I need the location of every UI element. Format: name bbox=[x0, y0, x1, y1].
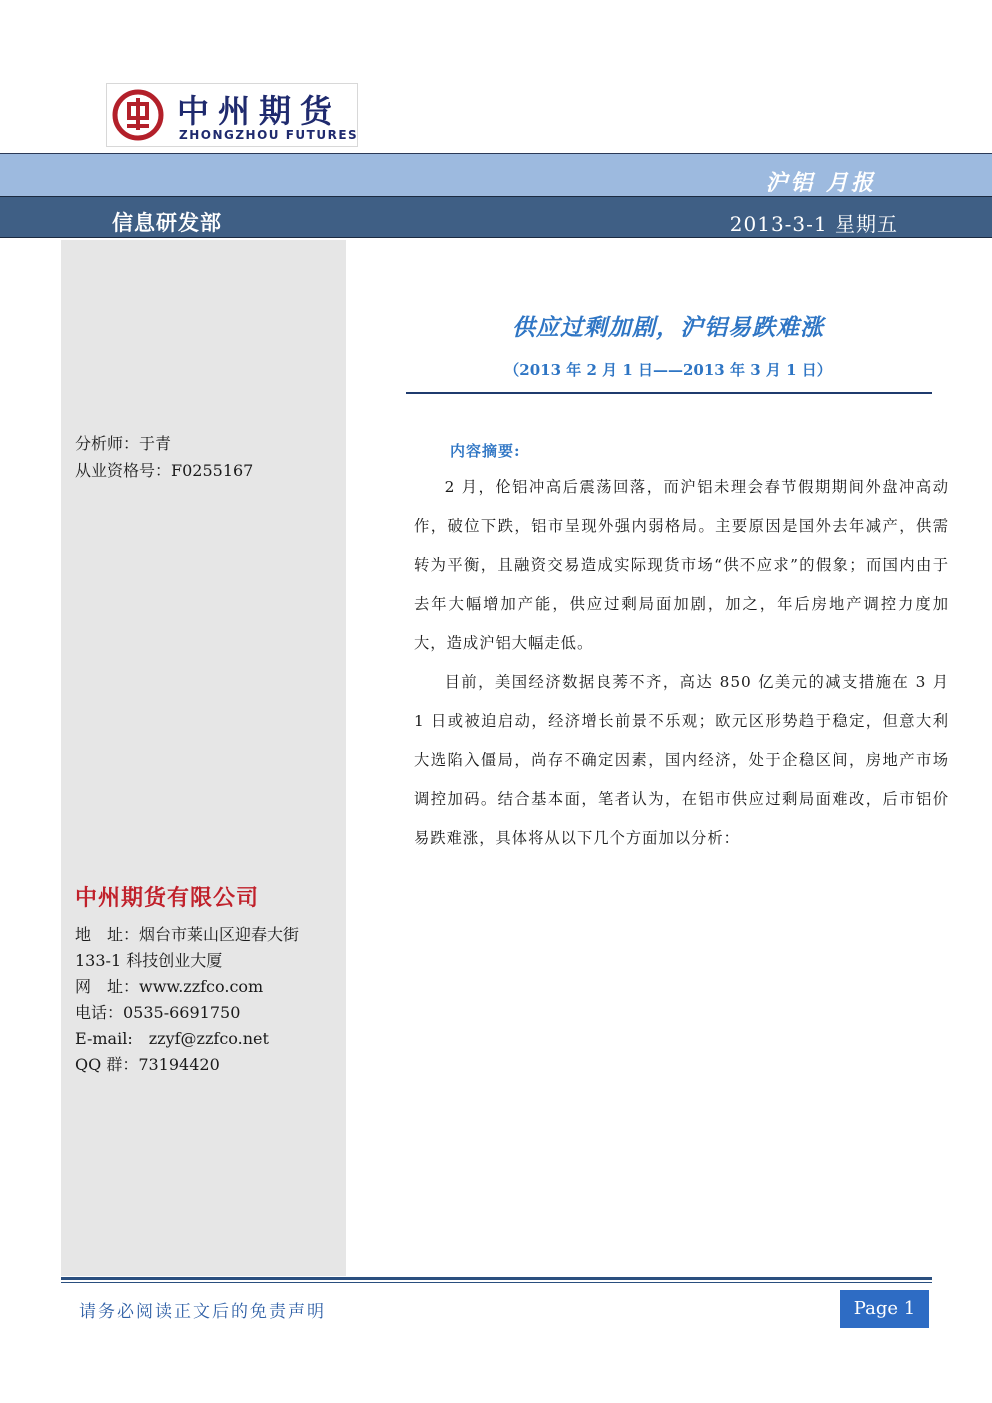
contact-website: 网 址：www.zzfco.com bbox=[75, 977, 264, 996]
analyst-info bbox=[75, 430, 253, 484]
summary-paragraph: 2 月，伦铝冲高后震荡回落，而沪铝未理会春节假期期间外盘冲高动作，破位下跌，铝市呈现外强内弱格局。主要原因是国外去年减产，供需转为平衡，且融资交易造成实际现货市场“供不应求”的假象；而国内由于去年大幅增加产能，供应过剩局面加剧，加之，年后房地产调控力度加大，造成沪铝大幅走低。 bbox=[414, 478, 949, 652]
article-title: 供应过剩加剧，沪铝易跌难涨 bbox=[512, 314, 824, 341]
title-divider bbox=[406, 392, 932, 394]
analyst-name: 分析师：于青 bbox=[75, 434, 172, 453]
footer-divider bbox=[61, 1277, 932, 1280]
contact-address-line2: 133-1 科技创业大厦 bbox=[75, 951, 223, 970]
contact-qq-group: QQ 群：73194420 bbox=[75, 1055, 220, 1074]
footer-divider-thin bbox=[61, 1282, 932, 1283]
summary-heading: 内容摘要: bbox=[450, 442, 521, 460]
department-band bbox=[0, 196, 992, 238]
report-date: 2013-3-1 星期五 bbox=[729, 212, 898, 236]
zhongzhou-logo-icon bbox=[111, 88, 165, 142]
contact-info bbox=[75, 922, 299, 1078]
contact-email: E-mail: zzyf@zzfco.net bbox=[75, 1029, 269, 1048]
department-name: 信息研发部 bbox=[112, 210, 222, 235]
logo-chinese-text: 中州期货 bbox=[177, 92, 342, 130]
summary-paragraph: 目前，美国经济数据良莠不齐，高达 850 亿美元的减支措施在 3 月 1 日或被迫启动，经济增长前景不乐观；欧元区形势趋于稳定，但意大利大选陷入僵局，尚存不确定因素，国内经济，处于企稳区间，房地产市场调控加码。结合基本面，笔者认为，在铝市供应过剩局面难改，后市铝价易跌难涨，具体将从以下几个方面加以分析： bbox=[414, 673, 949, 847]
contact-address: 地 址：烟台市莱山区迎春大街 bbox=[75, 925, 300, 944]
sidebar-panel bbox=[61, 240, 346, 1276]
company-logo bbox=[106, 83, 358, 147]
company-name: 中州期货有限公司 bbox=[75, 885, 260, 911]
analyst-license: 从业资格号：F0255167 bbox=[75, 461, 254, 480]
logo-english-text: ZHONGZHOU FUTURES bbox=[179, 128, 359, 142]
report-type-title: 沪铝 月报 bbox=[765, 170, 876, 196]
article-period: （2013 年 2 月 1 日——2013 年 3 月 1 日） bbox=[504, 361, 832, 379]
contact-phone: 电话：0535-6691750 bbox=[75, 1003, 241, 1022]
disclaimer-notice: 请务必阅读正文后的免责声明 bbox=[79, 1302, 326, 1322]
page-number: Page 1 bbox=[840, 1290, 929, 1328]
report-title-band bbox=[0, 153, 992, 196]
